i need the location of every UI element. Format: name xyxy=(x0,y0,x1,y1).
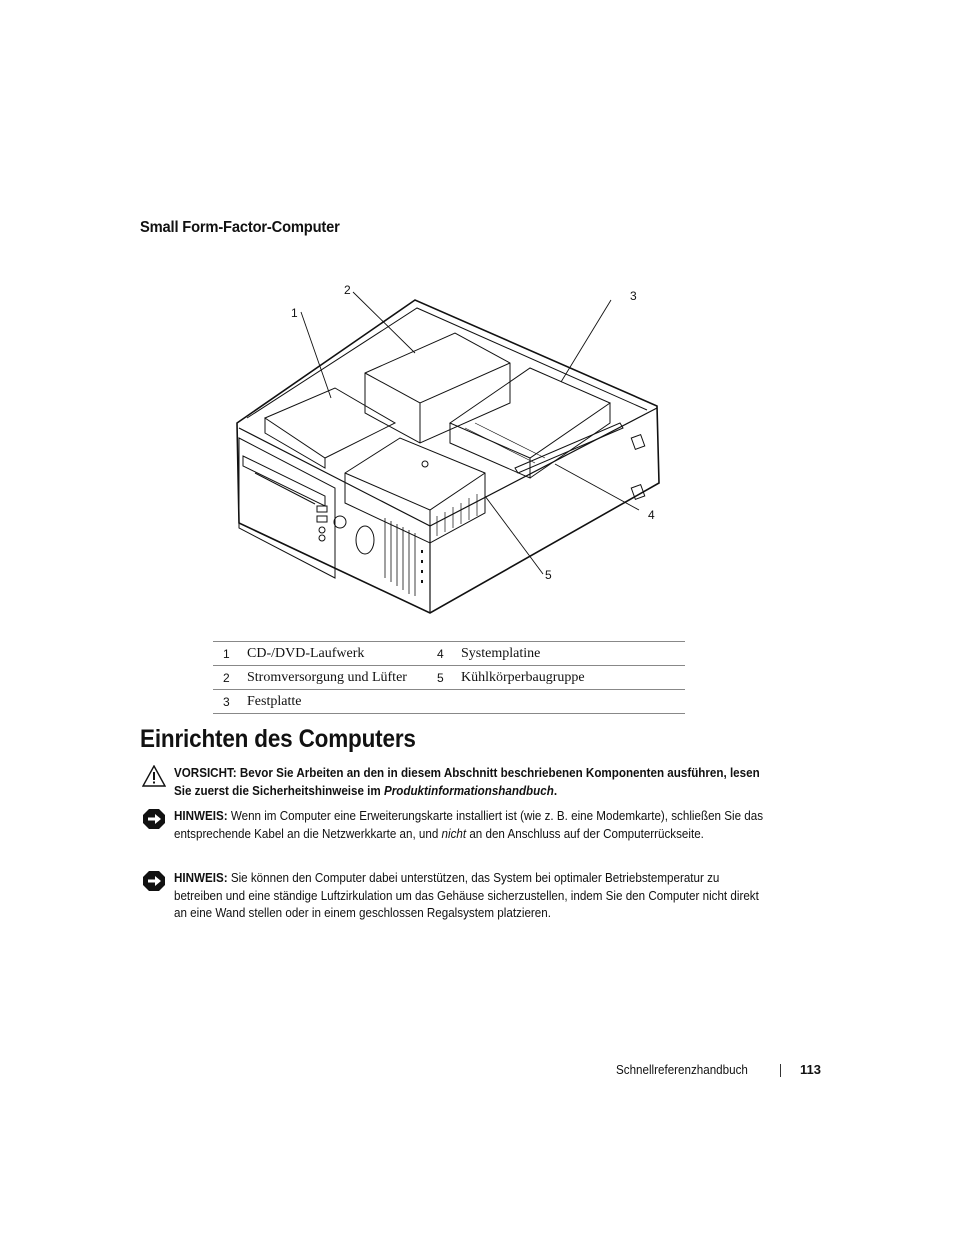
caution-label: VORSICHT: xyxy=(174,766,237,780)
caution-italic: Produktinformationshandbuch xyxy=(383,783,554,798)
front-panel xyxy=(239,438,335,578)
caution-text-end: . xyxy=(553,783,558,798)
callout-2: 2 xyxy=(344,283,351,297)
notice-text: Sie können den Computer dabei unterstützen, das System bei optimaler Betriebstemperatur zu betreiben und eine ständige Luftzirkulation um das Gehäuse sicherzustellen, indem Sie den Computer nicht direkt an eine Wand stellen oder in einem geschlossen Regalsystem platzieren. xyxy=(174,871,759,920)
callout-4: 4 xyxy=(648,508,655,522)
system-board-edge xyxy=(515,423,623,473)
status-lights xyxy=(421,550,423,583)
hinweis-notice-2 xyxy=(142,870,772,923)
usb-port-2 xyxy=(317,516,327,522)
table-row xyxy=(213,642,685,666)
optical-drive-slot xyxy=(243,456,325,506)
callout-5: 5 xyxy=(545,568,552,582)
optical-drive xyxy=(265,388,395,458)
legend-number: 4 xyxy=(427,642,455,666)
page-number: 113 xyxy=(800,1062,821,1077)
callout-leaders xyxy=(301,292,639,574)
legend-label xyxy=(455,690,685,714)
notice-text-end: an den Anschluss auf der Computerrückseite. xyxy=(466,826,704,841)
legend-number: 5 xyxy=(427,666,455,690)
heatsink-shroud xyxy=(345,438,485,543)
chassis-outline xyxy=(237,300,659,613)
hinweis-notice-1 xyxy=(142,808,772,843)
legend-label: CD-/DVD-Laufwerk xyxy=(241,642,427,666)
audio-jack-1 xyxy=(319,527,325,533)
notice-italic: nicht xyxy=(441,826,467,841)
notice-text: Wenn im Computer eine Erweiterungskarte installiert ist (wie z. B. eine Modemkarte), schließen Sie das entsprechende Kabel an die Netzwerkkarte an, und xyxy=(174,809,764,841)
footer-title: Schnellreferenzhandbuch xyxy=(616,1063,748,1077)
table-row xyxy=(213,690,685,714)
warning-triangle-icon xyxy=(142,765,166,787)
legend-number: 1 xyxy=(213,642,241,666)
front-vent xyxy=(385,518,415,596)
table-row xyxy=(213,666,685,690)
legend-number: 3 xyxy=(213,690,241,714)
notice-arrow-icon xyxy=(142,808,166,830)
caution-text: Bevor Sie Arbeiten an den in diesem Abschnitt beschriebenen Komponenten ausführen, lesen Sie zuerst die Sicherheitshinweise im xyxy=(174,766,760,798)
notice-label: HINWEIS: xyxy=(174,871,228,885)
side-vent-1 xyxy=(631,435,645,450)
caution-notice xyxy=(142,765,772,800)
legend-number xyxy=(427,690,455,714)
computer-interior-illustration xyxy=(225,278,675,618)
legend-label: Kühlkörperbaugruppe xyxy=(455,666,685,690)
callout-3: 3 xyxy=(630,289,637,303)
page-title: Einrichten des Computers xyxy=(140,725,416,753)
legend-number: 2 xyxy=(213,666,241,690)
legend-label: Festplatte xyxy=(241,690,427,714)
heatsink-fins xyxy=(437,494,477,536)
chassis-top-rim xyxy=(247,308,647,418)
usb-port-1 xyxy=(317,506,327,512)
dell-logo xyxy=(356,526,374,554)
power-supply xyxy=(365,333,510,443)
footer-separator xyxy=(780,1064,781,1077)
section-heading: Small Form-Factor-Computer xyxy=(140,219,340,236)
legend-table xyxy=(213,641,685,714)
notice-label: HINWEIS: xyxy=(174,809,228,823)
notice-arrow-icon xyxy=(142,870,166,892)
audio-jack-2 xyxy=(319,535,325,541)
legend-label: Stromversorgung und Lüfter xyxy=(241,666,427,690)
legend-label: Systemplatine xyxy=(455,642,685,666)
power-button xyxy=(334,516,346,528)
chassis-side-edge xyxy=(430,408,657,526)
callout-1: 1 xyxy=(291,306,298,320)
